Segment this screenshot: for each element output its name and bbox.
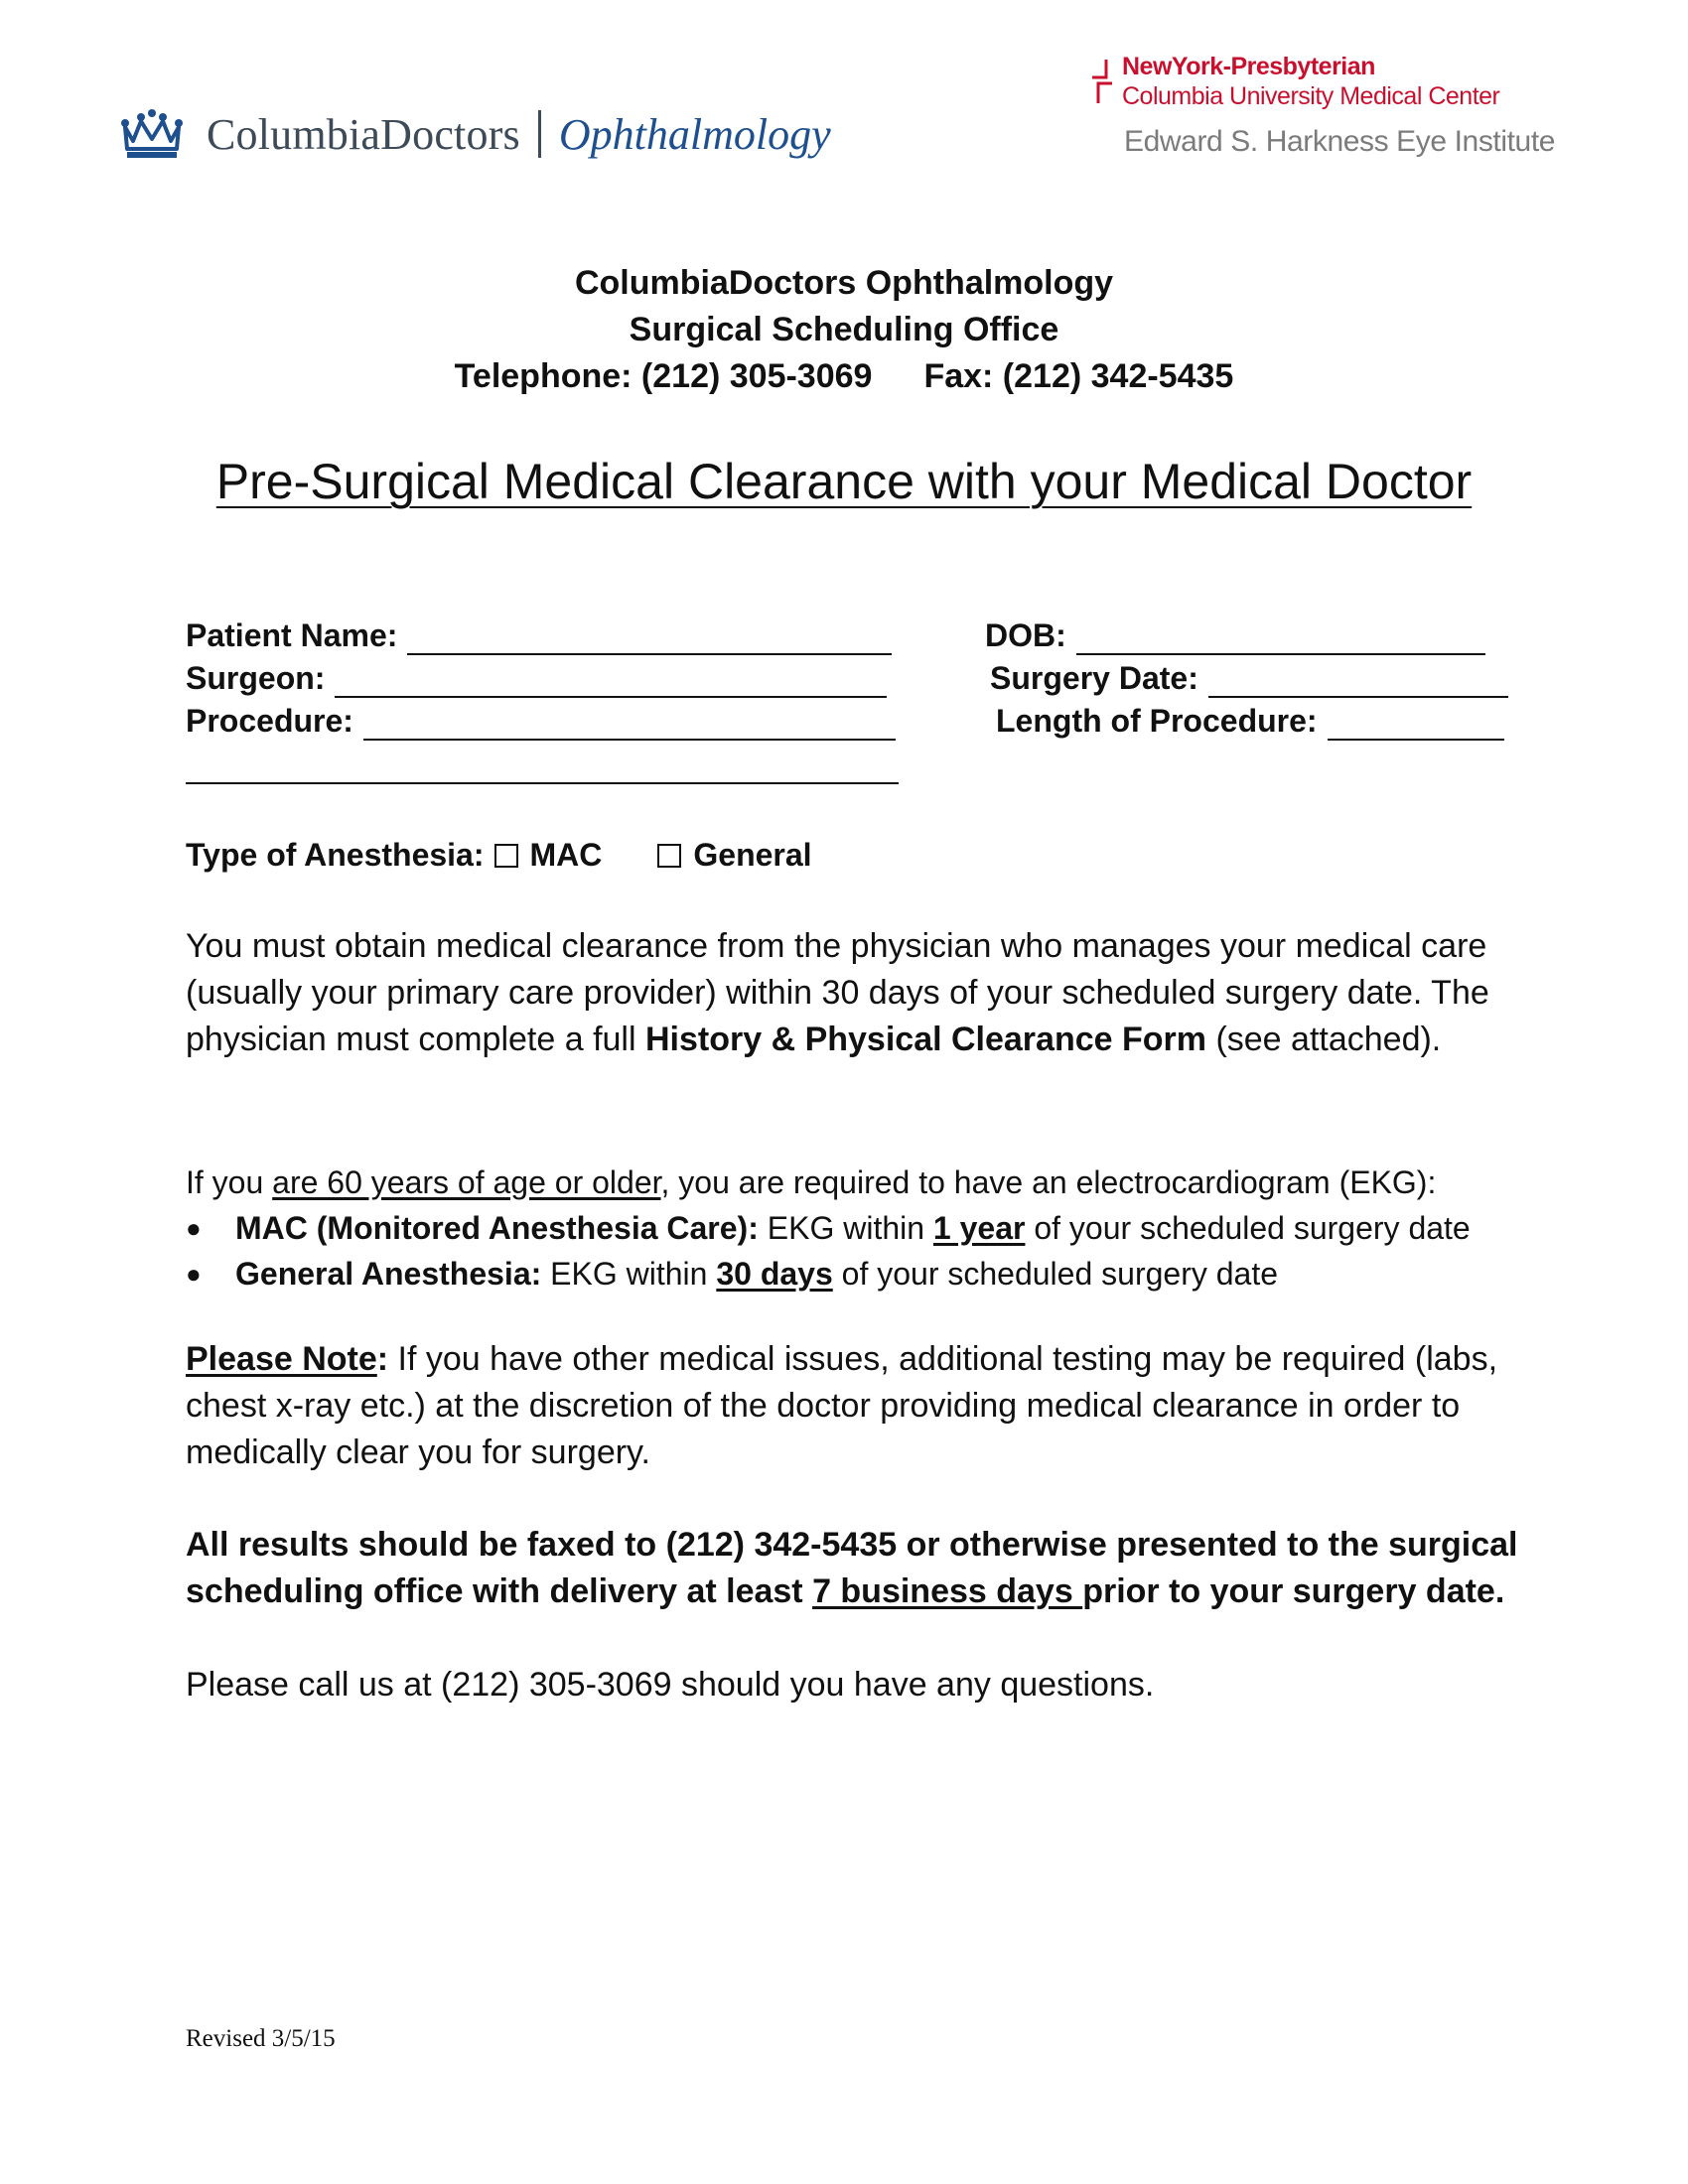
bullet-icon: ● [186,1259,202,1289]
length-label: Length of Procedure: [996,703,1318,739]
partner-subtitle: Columbia University Medical Center [1122,82,1500,110]
nyp-logo [1090,52,1567,159]
contact-paragraph: Please call us at (212) 305-3069 should you have any questions. [186,1666,1155,1704]
office-info [0,260,1688,400]
brand-department: Ophthalmology [558,109,831,159]
surgery-date-label: Surgery Date: [990,660,1198,696]
brand-name: ColumbiaDoctors [207,109,520,159]
revision-date: Revised 3/5/15 [186,2025,336,2052]
institute-name: Edward S. Harkness Eye Institute [1124,125,1556,158]
list-item: ● General Anesthesia: EKG within 30 days of your scheduled surgery date [186,1251,1278,1297]
surgery-date-blank[interactable] [1208,664,1508,698]
nyp-bracket-icon [1090,58,1114,105]
length-blank[interactable] [1328,707,1504,741]
patient-name-field[interactable] [186,615,892,655]
office-telephone: Telephone: (212) 305-3069 [454,357,873,395]
anesthesia-label: Type of Anesthesia: [186,837,485,873]
surgeon-label: Surgeon: [186,660,326,696]
procedure-blank[interactable] [363,707,896,741]
page-title: Pre-Surgical Medical Clearance with your Medical Doctor [215,454,1473,509]
mac-option-label: MAC [529,837,603,873]
fax-instructions: All results should be faxed to (212) 342-5435 or otherwise presented to the surgical scheduling office with delivery at least 7 business days prior to your surgery date. [186,1526,1518,1610]
procedure-field[interactable] [186,701,896,741]
office-fax: Fax: (212) 342-5435 [923,357,1234,395]
office-contact [0,353,1688,400]
ekg-intro: If you are 60 years of age or older, you are required to have an electrocardiogram (EKG): [186,1164,1437,1200]
form-name: History & Physical Clearance Form [644,1021,1206,1058]
patient-name-blank[interactable] [407,621,892,655]
anesthesia-type [186,837,812,874]
note-paragraph: Please Note: If you have other medical issues, additional testing may be required (labs, chest x-ray etc.) at the discretion of the doctor providing medical clearance in order to medically clear you for surgery. [186,1340,1498,1471]
surgery-date-field[interactable] [990,658,1508,698]
general-checkbox[interactable] [657,844,681,868]
patient-name-label: Patient Name: [186,617,398,653]
surgeon-blank[interactable] [335,664,887,698]
procedure-continuation-blank[interactable] [186,782,899,784]
mac-checkbox[interactable] [494,844,518,868]
list-item: ● MAC (Monitored Anesthesia Care): EKG within 1 year of your scheduled surgery date [186,1205,1471,1251]
dob-blank[interactable] [1076,621,1485,655]
surgeon-field[interactable] [186,658,887,698]
general-option-label: General [693,837,812,873]
procedure-label: Procedure: [186,703,353,739]
length-field[interactable] [996,701,1504,741]
brand-divider [538,110,541,158]
crown-icon [119,107,185,161]
dob-field[interactable] [985,615,1485,655]
clearance-paragraph: You must obtain medical clearance from the physician who manages your medical care (usually your primary care provider) within 30 days of your scheduled surgery date. The physician must complete a full History & Physical Clearance Form (see attached). [186,927,1489,1058]
office-department: Surgical Scheduling Office [629,311,1059,348]
bullet-icon: ● [186,1213,202,1243]
partner-name: NewYork-Presbyterian [1122,53,1375,80]
columbia-doctors-logo [119,99,831,169]
dob-label: DOB: [985,617,1066,653]
office-name: ColumbiaDoctors Ophthalmology [574,264,1114,302]
note-label: Please Note [186,1340,377,1378]
